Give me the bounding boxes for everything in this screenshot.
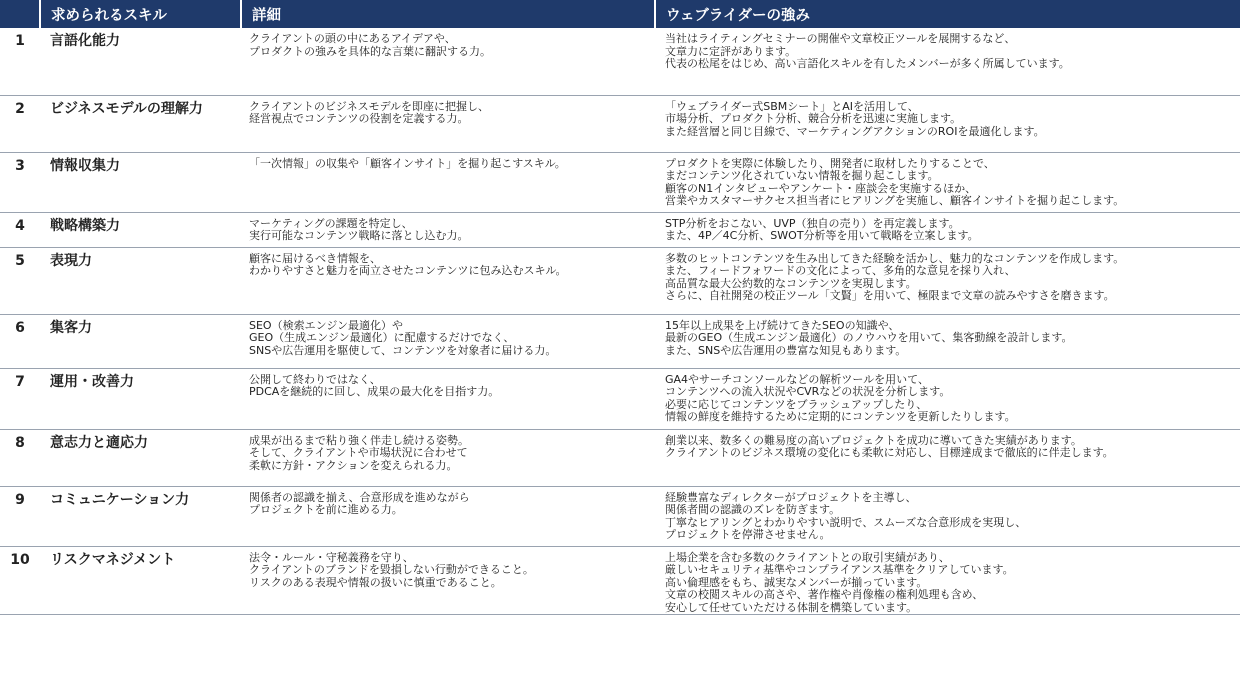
webrider-strength — [655, 314, 1240, 368]
skill-name: 運用・改善力 — [50, 373, 134, 390]
strength-line: 創業以来、数多くの難易度の高いプロジェクトを成功に導いてきた実績があります。 — [665, 433, 1082, 447]
strength-line: さらに、自社開発の校正ツール「文賢」を用いて、極限まで文章の読みやすさを磨きます。 — [665, 289, 1115, 303]
skill-name: 意志力と適応力 — [50, 434, 148, 451]
skill-name: 戦略構築力 — [50, 217, 120, 234]
skill-detail — [241, 247, 655, 314]
strength-line: 関係者間の認識のズレを防ぎます。 — [665, 503, 841, 517]
row-number: 2 — [15, 100, 25, 117]
strength-line: 営業やカスタマーサクセス担当者にヒアリングを実施し、顧客インサイトを掘り起こします。 — [665, 194, 1125, 208]
table-row — [0, 95, 1240, 152]
detail-line: GEO（生成エンジン最適化）に配慮するだけでなく、 — [249, 331, 515, 345]
strength-line: 丁寧なヒアリングとわかりやすい説明で、スムーズな合意形成を実現し、 — [665, 515, 1027, 529]
detail-line: SEO（検索エンジン最適化）や — [249, 318, 404, 332]
skill-name: 情報収集力 — [50, 157, 120, 174]
detail-line: 法令・ルール・守秘義務を守り、 — [249, 550, 414, 564]
table-row — [0, 429, 1240, 486]
skill-name: 言語化能力 — [50, 33, 120, 49]
table-row — [0, 546, 1240, 615]
table-body — [0, 28, 1240, 615]
strength-line: GA4やサーチコンソールなどの解析ツールを用いて、 — [665, 372, 929, 386]
webrider-strength — [655, 546, 1240, 615]
webrider-strength — [655, 486, 1240, 546]
skill-name: コミュニケーション力 — [50, 491, 190, 508]
row-number: 7 — [15, 373, 25, 390]
skill-detail — [241, 429, 655, 486]
skill-detail — [241, 546, 655, 615]
strength-line: また、4P／4C分析、SWOT分析等を用いて戦略を立案します。 — [665, 229, 979, 243]
skill-name: ビジネスモデルの理解力 — [50, 100, 203, 117]
detail-line: クライアントのブランドを毀損しない行動ができること。 — [249, 563, 534, 577]
strength-line: 多数のヒットコンテンツを生み出してきた経験を活かし、魅力的なコンテンツを作成します。 — [665, 251, 1125, 265]
strength-line: 高品質な最大公約数的なコンテンツを実現します。 — [665, 276, 917, 290]
detail-line: 関係者の認識を揃え、合意形成を進めながら — [249, 490, 470, 504]
detail-line: 「一次情報」の収集や「顧客インサイト」を掘り起こすスキル。 — [249, 156, 566, 170]
detail-line: 実行可能なコンテンツ戦略に落とし込む力。 — [249, 229, 469, 243]
detail-line: クライアントのビジネスモデルを即座に把握し、 — [249, 99, 490, 113]
strength-line: 「ウェブライダー式SBMシート」とAIを活用して、 — [665, 99, 919, 113]
strength-line: また、SNSや広告運用の豊富な知見もあります。 — [665, 343, 907, 357]
strength-line: 代表の松尾をはじめ、高い言語化スキルを有したメンバーが多く所属しています。 — [665, 57, 1070, 71]
skill-detail — [241, 152, 655, 212]
detail-line: プロダクトの強みを具体的な言葉に翻訳する力。 — [249, 44, 491, 58]
strength-line: 最新のGEO（生成エンジン最適化）のノウハウを用いて、集客動線を設計します。 — [665, 331, 1073, 345]
table-row — [0, 152, 1240, 212]
strength-line: 厳しいセキュリティ基準やコンプライアンス基準をクリアしています。 — [665, 563, 1014, 577]
row-number: 8 — [15, 434, 25, 451]
skill-detail — [241, 212, 655, 247]
strength-line: コンテンツへの流入状況やCVRなどの状況を分析します。 — [665, 385, 951, 399]
strength-line: 経験豊富なディレクターがプロジェクトを主導し、 — [665, 490, 917, 504]
strength-line: プロダクトを実際に体験したり、開発者に取材したりすることで、 — [665, 156, 995, 170]
detail-line: リスクのある表現や情報の扱いに慎重であること。 — [249, 575, 502, 589]
skill-detail — [241, 486, 655, 546]
detail-line: 公開して終わりではなく、 — [249, 372, 381, 386]
strength-line: 安心して任せていただける体制を構築しています。 — [665, 600, 918, 614]
row-number: 4 — [15, 217, 25, 234]
strength-line: プロジェクトを停滞させません。 — [665, 528, 831, 542]
strength-line: また、フィードフォワードの文化によって、多角的な意見を採り入れ、 — [665, 264, 1016, 278]
strength-line: 当社はライティングセミナーの開催や文章校正ツールを展開するなど、 — [665, 32, 1016, 45]
skill-name: 集客力 — [50, 319, 92, 336]
header-skill: 求められるスキル — [40, 0, 241, 28]
table-row — [0, 28, 1240, 95]
webrider-strength — [655, 368, 1240, 429]
strength-line: 15年以上成果を上げ続けてきたSEOの知識や、 — [665, 318, 900, 332]
detail-line: 柔軟に方針・アクションを変えられる力。 — [249, 458, 458, 472]
skill-name: リスクマネジメント — [50, 551, 176, 568]
strength-line: 高い倫理感をもち、誠実なメンバーが揃っています。 — [665, 575, 928, 589]
row-number: 3 — [15, 157, 25, 174]
header-strength: ウェブライダーの強み — [655, 0, 1240, 28]
detail-line: マーケティングの課題を特定し、 — [249, 216, 413, 230]
strength-line: まだコンテンツ化されていない情報を掘り起こします。 — [665, 169, 939, 183]
strength-line: 上場企業を含む多数のクライアントとの取引実績があり、 — [665, 550, 950, 564]
detail-line: 成果が出るまで粘り強く伴走し続ける姿勢。 — [249, 433, 469, 447]
skill-detail — [241, 28, 655, 95]
table-row — [0, 368, 1240, 429]
header-detail: 詳細 — [241, 0, 655, 28]
detail-line: そして、クライアントや市場状況に合わせて — [249, 446, 468, 460]
skill-detail — [241, 314, 655, 368]
table-row — [0, 314, 1240, 368]
row-number: 6 — [15, 319, 25, 336]
detail-line: プロジェクトを前に進める力。 — [249, 503, 403, 517]
table-row — [0, 486, 1240, 546]
webrider-strength — [655, 28, 1240, 95]
strength-line: 顧客のN1インタビューやアンケート・座談会を実施するほか、 — [665, 181, 977, 195]
table-header-row — [0, 0, 1240, 28]
detail-line: わかりやすさと魅力を両立させたコンテンツに包み込むスキル。 — [249, 264, 567, 278]
webrider-strength — [655, 247, 1240, 314]
skill-name: 表現力 — [50, 252, 92, 269]
table-row — [0, 212, 1240, 247]
strength-line: 文章力に定評があります。 — [665, 44, 797, 58]
detail-line: 経営視点でコンテンツの役割を定義する力。 — [249, 112, 469, 126]
detail-line: クライアントの頭の中にあるアイデアや、 — [249, 32, 456, 45]
detail-line: PDCAを継続的に回し、成果の最大化を目指す力。 — [249, 385, 500, 399]
strength-line: 市場分析、プロダクト分析、競合分析を迅速に実施します。 — [665, 112, 962, 126]
detail-line: 顧客に届けるべき情報を、 — [249, 251, 381, 265]
webrider-strength — [655, 152, 1240, 212]
row-number: 1 — [15, 33, 25, 49]
detail-line: SNSや広告運用を駆使して、コンテンツを対象者に届ける力。 — [249, 343, 557, 357]
skill-detail — [241, 95, 655, 152]
strength-line: 情報の鮮度を維持するために定期的にコンテンツを更新したりします。 — [665, 410, 1016, 424]
webrider-strength — [655, 212, 1240, 247]
webrider-strength — [655, 95, 1240, 152]
row-number: 9 — [15, 491, 25, 508]
strength-line: STP分析をおこない、UVP（独自の売り）を再定義します。 — [665, 216, 960, 230]
strength-line: クライアントのビジネス環境の変化にも柔軟に対応し、目標達成まで徹底的に伴走します。 — [665, 446, 1114, 460]
table-row — [0, 247, 1240, 314]
row-number: 10 — [10, 551, 30, 568]
strength-line: 文章の校閲スキルの高さや、著作権や肖像権の権利処理も含め、 — [665, 588, 984, 602]
header-number — [0, 0, 40, 28]
row-number: 5 — [15, 252, 25, 269]
skill-detail — [241, 368, 655, 429]
webrider-strength — [655, 429, 1240, 486]
strength-line: 必要に応じてコンテンツをブラッシュアップしたり、 — [665, 397, 928, 411]
strength-line: また経営層と同じ目線で、マーケティングアクションのROIを最適化します。 — [665, 124, 1045, 138]
